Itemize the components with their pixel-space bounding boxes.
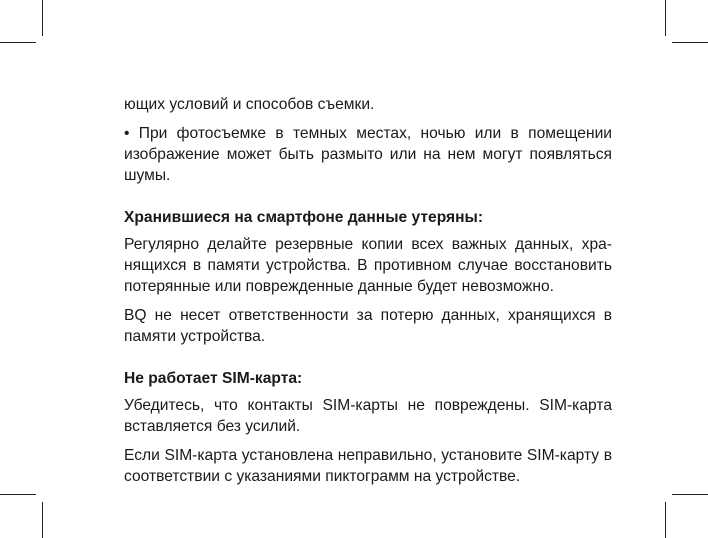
crop-mark-bottom-right-vertical <box>665 502 666 538</box>
data-lost-paragraph-2: BQ не несет ответственности за потерю данных, хранящихся в памяти устройства. <box>124 307 612 345</box>
section-heading-sim-not-working: Не работает SIM-карта: <box>124 370 303 387</box>
crop-mark-top-left-vertical <box>42 0 43 36</box>
crop-mark-bottom-left-vertical <box>42 502 43 538</box>
crop-mark-top-left-horizontal <box>0 42 36 43</box>
page-content <box>124 94 612 487</box>
bullet-paragraph: • При фотосъемке в темных местах, ночью или в помещении изображение может быть размыто или на нем могут появляться шумы. <box>124 125 612 184</box>
intro-line: ющих условий и способов съемки. <box>124 96 375 113</box>
sim-paragraph-1: Убедитесь, что контакты SIM-карты не повреждены. SIM-карта вставляется без усилий. <box>124 397 612 435</box>
crop-mark-top-right-vertical <box>665 0 666 36</box>
crop-mark-top-right-horizontal <box>672 42 708 43</box>
sim-paragraph-2: Если SIM-карта установлена неправильно, установите SIM-карту в соответствии с указаниями пиктограмм на устройстве. <box>124 447 612 485</box>
crop-mark-bottom-right-horizontal <box>672 494 708 495</box>
data-lost-paragraph-1: Регулярно делайте резервные копии всех важных данных, хранящихся в памяти устройства. В противном случае восстановить потерянные или поврежденные данные будет невозможно. <box>124 236 612 295</box>
crop-mark-bottom-left-horizontal <box>0 494 36 495</box>
section-heading-data-lost: Хранившиеся на смартфоне данные утеряны: <box>124 209 484 226</box>
